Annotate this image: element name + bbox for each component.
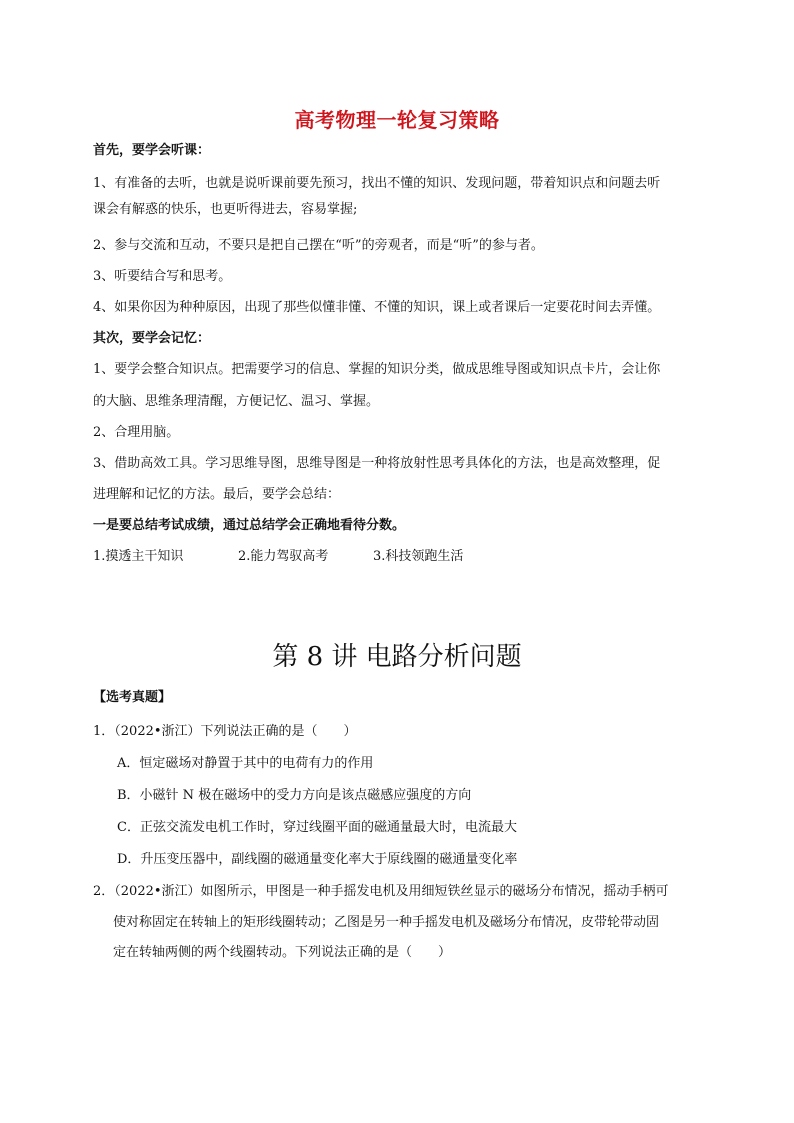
section-heading-listening: 首先，要学会听课：	[93, 143, 211, 158]
lecture-title: 第 8 讲 电路分析问题	[272, 642, 522, 672]
paragraph-line: 1、要学会整合知识点。把需要学习的信息、掌握的知识分类，做成思维导图或知识点卡片，会让你	[93, 362, 661, 377]
paragraph-line: 课会有解惑的快乐，也更听得进去，容易掌握;	[93, 202, 358, 217]
paragraph-line: 2、合理用脑。	[93, 425, 180, 440]
question-stem: 1．（2022•浙江）下列说法正确的是（ ）	[93, 724, 357, 739]
paragraph-line: 3、借助高效工具。学习思维导图，思维导图是一种将放射性思考具体化的方法，也是高效整理，促	[93, 456, 661, 471]
paragraph-line: 进理解和记忆的方法。最后，要学会总结：	[93, 487, 341, 502]
paragraph-line: 2、参与交流和互动，不要只是把自己摆在“听”的旁观者，而是“听”的参与者。	[93, 238, 544, 253]
paragraph-line: 3、听要结合写和思考。	[93, 269, 232, 284]
summary-item: 2.能力驾驭高考	[238, 549, 329, 564]
question-option: B．小磁针 N 极在磁场中的受力方向是该点磁感应强度的方向	[117, 788, 472, 803]
question-stem: 2．（2022•浙江）如图所示，甲图是一种手摇发电机及用细短铁丝显示的磁场分布情况，摇动手柄可	[93, 884, 669, 899]
question-option: D．升压变压器中，副线圈的磁通量变化率大于原线圈的磁通量变化率	[117, 852, 518, 867]
paragraph-line: 4、如果你因为种种原因，出现了那些似懂非懂、不懂的知识，课上或者课后一定要花时间去弄懂。	[93, 300, 661, 315]
question-stem-continued: 使对称固定在转轴上的矩形线圈转动；乙图是另一种手摇发电机及磁场分布情况，皮带轮带动固	[113, 915, 660, 930]
page-title: 高考物理一轮复习策略	[294, 108, 500, 132]
section-label: 【选考真题】	[93, 690, 172, 705]
section-heading-memory: 其次，要学会记忆：	[93, 331, 211, 346]
question-stem-continued: 定在转轴两侧的两个线圈转动。下列说法正确的是（ ）	[113, 945, 452, 960]
summary-item: 1.摸透主干知识	[93, 549, 184, 564]
summary-item: 3.科技领跑生活	[373, 549, 464, 564]
paragraph-line: 的大脑、思维条理清醒，方便记忆、温习、掌握。	[93, 394, 380, 409]
summary-bold-line: 一是要总结考试成绩，通过总结学会正确地看待分数。	[93, 518, 406, 533]
paragraph-line: 1、有准备的去听，也就是说听课前要先预习，找出不懂的知识、发现问题，带着知识点和问题去听	[93, 176, 661, 191]
question-option: A．恒定磁场对静置于其中的电荷有力的作用	[117, 756, 374, 771]
question-option: C．正弦交流发电机工作时，穿过线圈平面的磁通量最大时，电流最大	[117, 820, 517, 835]
summary-items	[93, 548, 463, 566]
